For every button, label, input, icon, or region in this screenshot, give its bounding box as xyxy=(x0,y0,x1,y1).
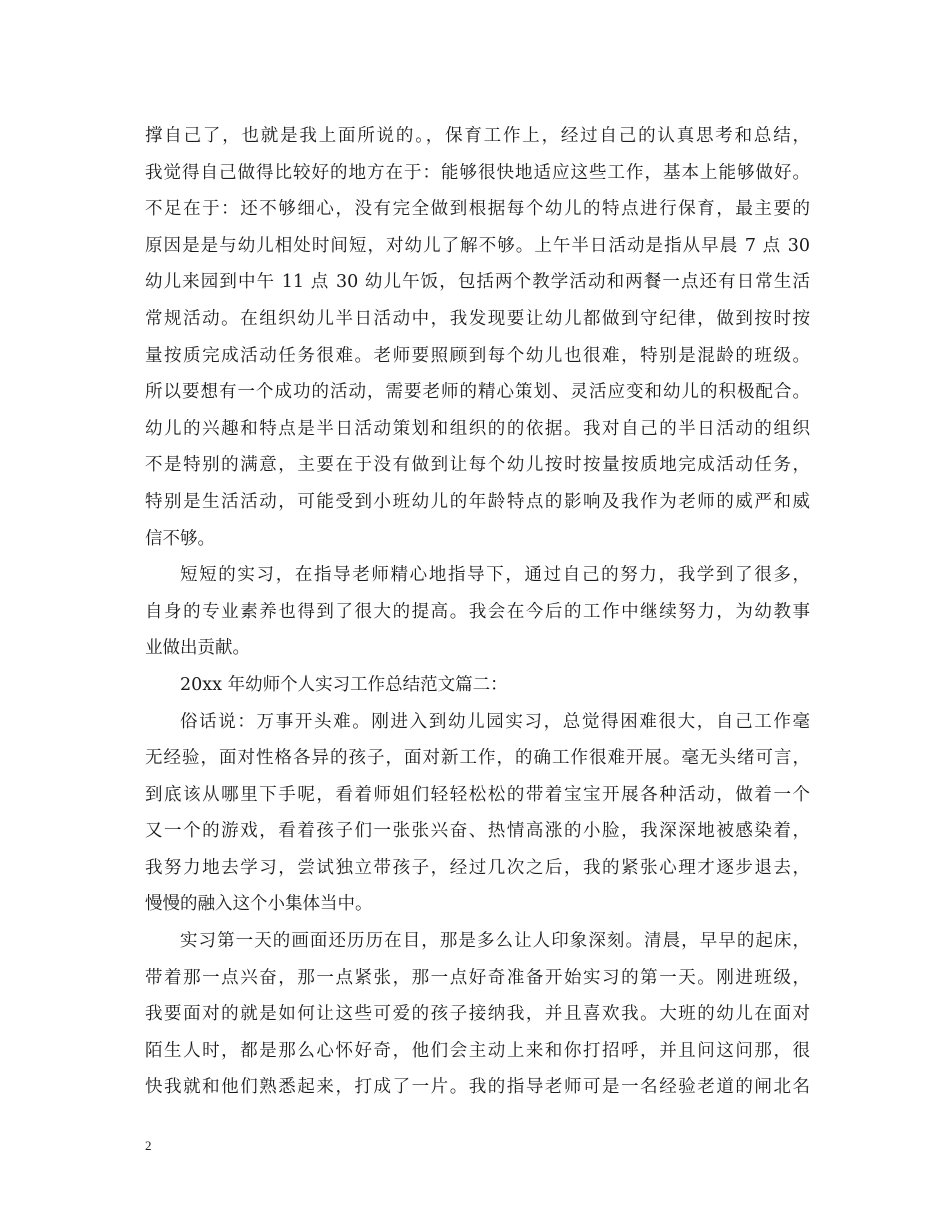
text-line: 量按质完成活动任务很难。老师要照顾到每个幼儿也很难，特别是混龄的班级。 xyxy=(145,345,810,366)
text-line: 不足在于：还不够细心，没有完全做到根据每个幼儿的特点进行保育，最主要的 xyxy=(145,199,810,220)
text-line: 快我就和他们熟悉起来，打成了一片。我的指导老师可是一名经验老道的闸北名 xyxy=(145,1077,810,1098)
text-line: 我要面对的就是如何让这些可爱的孩子接纳我，并且喜欢我。大班的幼儿在面对 xyxy=(145,1004,810,1025)
text-line: 撑自己了，也就是我上面所说的。，保育工作上，经过自己的认真思考和总结， xyxy=(145,126,810,146)
text-line: 常规活动。在组织幼儿半日活动中，我发现要让幼儿都做到守纪律，做到按时按 xyxy=(145,308,810,329)
text-line: 带着那一点兴奋，那一点紧张，那一点好奇准备开始实习的第一天。刚进班级， xyxy=(145,967,810,988)
text-line: 特别是生活活动，可能受到小班幼儿的年龄特点的影响及我作为老师的威严和威 xyxy=(145,491,810,512)
paragraph-start-line: 短短的实习，在指导老师精心地指导下，通过自己的努力，我学到了很多， xyxy=(180,565,810,586)
body-text xyxy=(145,118,810,1106)
text-line: 无经验，面对性格各异的孩子，面对新工作，的确工作很难开展。毫无头绪可言， xyxy=(145,748,810,769)
text-line: 我努力地去学习，尝试独立带孩子，经过几次之后，我的紧张心理才逐步退去， xyxy=(145,857,810,878)
text-line: 原因是是与幼儿相处时间短，对幼儿了解不够。上午半日活动是指从早晨 7 点 30 xyxy=(145,235,810,256)
text-line: 到底该从哪里下手呢，看着师姐们轻轻松松的带着宝宝开展各种活动，做着一个 xyxy=(145,784,810,805)
text-line: 幼儿的兴趣和特点是半日活动策划和组织的的依据。我对自己的半日活动的组织 xyxy=(145,418,810,439)
text-line: 业做出贡献。 xyxy=(145,638,250,659)
text-line: 幼儿来园到中午 11 点 30 幼儿午饭，包括两个教学活动和两餐一点还有日常生活 xyxy=(145,272,810,293)
section-heading: 20xx 年幼师个人实习工作总结范文篇二： xyxy=(180,674,508,695)
text-line: 慢慢的融入这个小集体当中。 xyxy=(145,894,373,915)
paragraph-start-line: 实习第一天的画面还历历在目，那是多么让人印象深刻。清晨，早早的起床， xyxy=(180,931,810,952)
text-line: 不是特别的满意，主要在于没有做到让每个幼儿按时按量按质地完成活动任务， xyxy=(145,455,810,476)
text-line: 自身的专业素养也得到了很大的提高。我会在今后的工作中继续努力，为幼教事 xyxy=(145,601,810,622)
text-line: 信不够。 xyxy=(145,528,215,549)
text-line: 又一个的游戏，看着孩子们一张张兴奋、热情高涨的小脸，我深深地被感染着， xyxy=(145,821,810,842)
paragraph-start-line: 俗话说：万事开头难。刚进入到幼儿园实习，总觉得困难很大，自己工作毫 xyxy=(180,711,810,732)
text-line: 陌生人时，都是那么心怀好奇，他们会主动上来和你打招呼，并且问这问那，很 xyxy=(145,1040,810,1061)
text-line: 所以要想有一个成功的活动，需要老师的精心策划、灵活应变和幼儿的积极配合。 xyxy=(145,382,810,403)
page-number: 2 xyxy=(145,1138,152,1153)
text-line: 我觉得自己做得比较好的地方在于：能够很快地适应这些工作，基本上能够做好。 xyxy=(145,162,810,183)
